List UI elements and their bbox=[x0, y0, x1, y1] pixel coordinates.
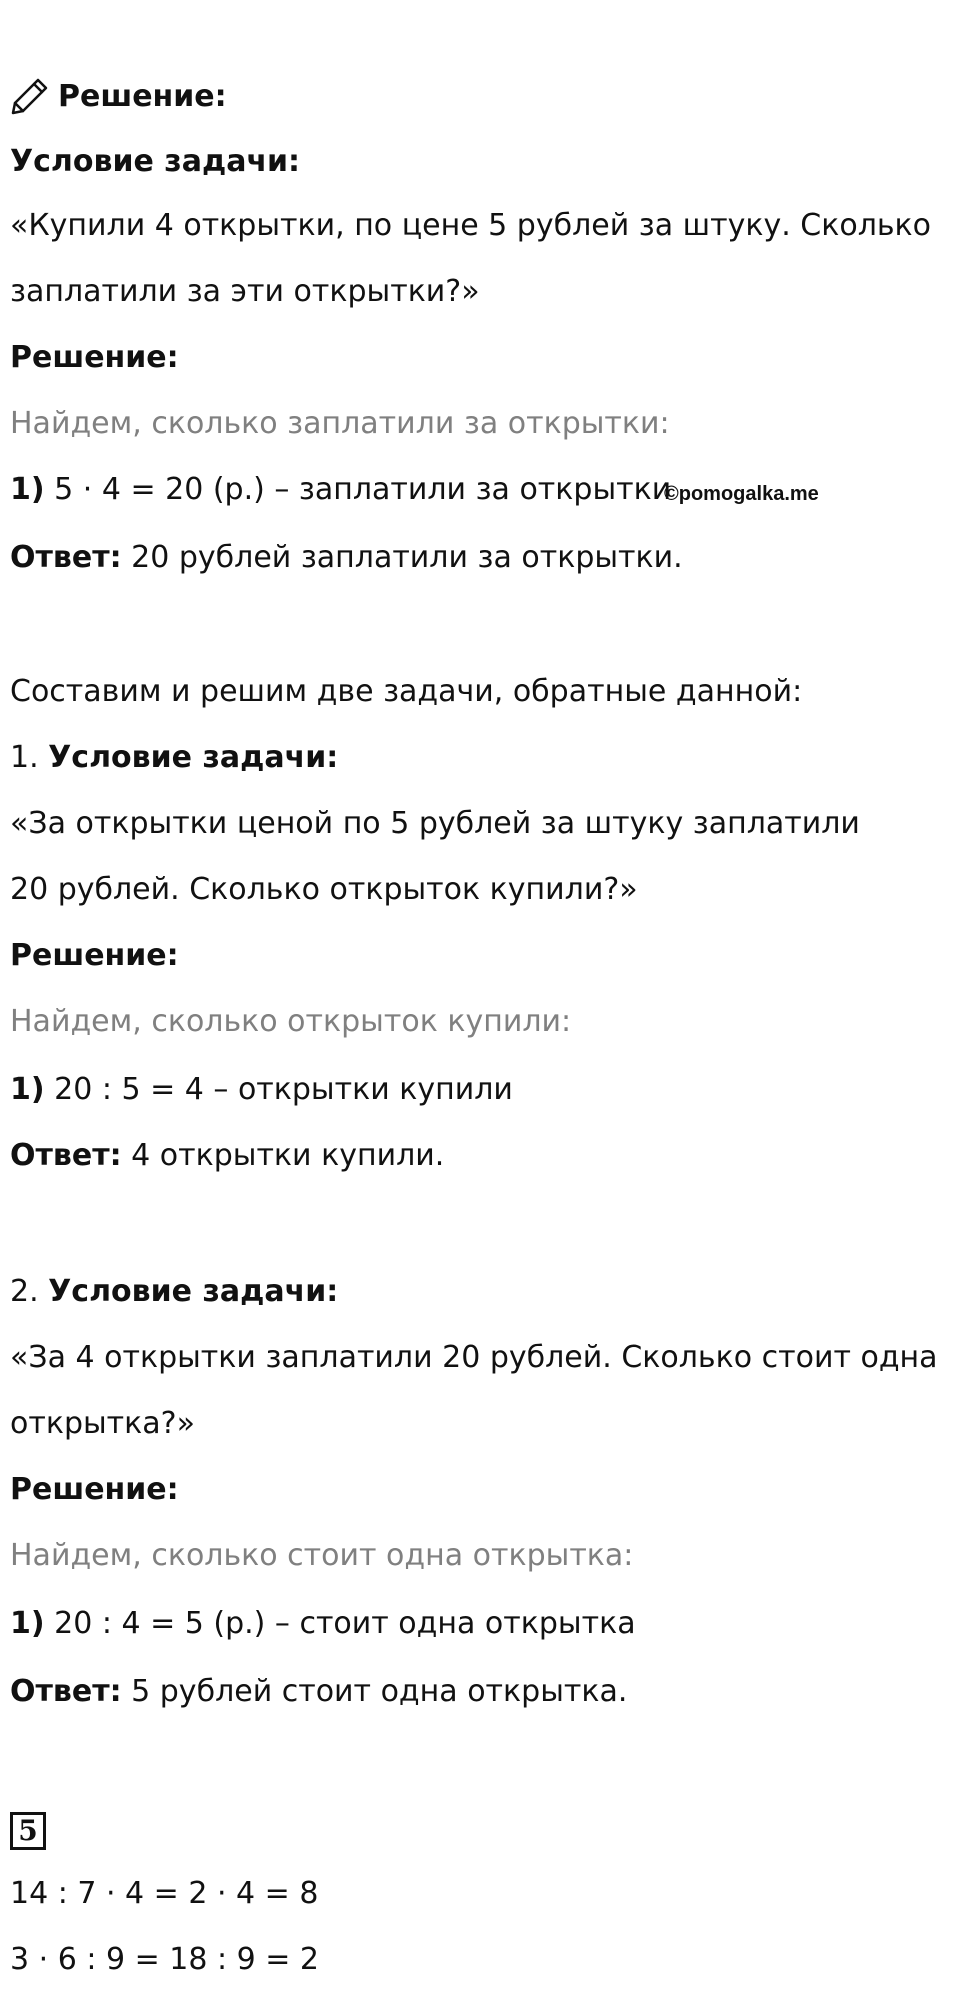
inverse-1-step bbox=[10, 1070, 513, 1110]
exercise-5-line-2: 3 · 6 : 9 = 18 : 9 = 2 bbox=[10, 1942, 319, 1977]
inverse-1-answer bbox=[10, 1136, 444, 1176]
pencil-icon bbox=[10, 76, 50, 116]
exercise-number-box: 5 bbox=[10, 1812, 46, 1850]
main-step bbox=[10, 470, 671, 510]
inverse-2-condition-text-2: открытка?» bbox=[10, 1406, 195, 1441]
inverse-2-number: 2. bbox=[10, 1274, 49, 1309]
inverse-2-answer bbox=[10, 1672, 627, 1712]
inverse-2-step-number: 1) bbox=[10, 1606, 45, 1641]
inverse-2-condition-label: Условие задачи: bbox=[48, 1274, 339, 1309]
inverse-1-condition-text-2: 20 рублей. Сколько открыток купили?» bbox=[10, 872, 638, 907]
inverse-1-answer-text: 4 открытки купили. bbox=[121, 1138, 445, 1173]
inverse-1-step-text: 20 : 5 = 4 – открытки купили bbox=[44, 1072, 513, 1107]
main-hint: Найдем, сколько заплатили за открытки: bbox=[10, 406, 670, 441]
inverse-1-heading bbox=[10, 738, 338, 778]
main-answer-label: Ответ: bbox=[10, 540, 122, 575]
inverse-2-solution-label: Решение: bbox=[10, 1472, 179, 1507]
inverse-2-heading bbox=[10, 1272, 338, 1312]
solution-heading bbox=[10, 74, 227, 118]
inverse-1-number: 1. bbox=[10, 740, 49, 775]
inverse-1-condition-label: Условие задачи: bbox=[48, 740, 339, 775]
main-solution-label: Решение: bbox=[10, 340, 179, 375]
inverse-2-step-text: 20 : 4 = 5 (р.) – стоит одна открытка bbox=[44, 1606, 636, 1641]
inverse-1-answer-label: Ответ: bbox=[10, 1138, 122, 1173]
inverse-1-hint: Найдем, сколько открыток купили: bbox=[10, 1004, 572, 1039]
inverse-2-hint: Найдем, сколько стоит одна открытка: bbox=[10, 1538, 634, 1573]
inverse-2-condition-text-1: «За 4 открытки заплатили 20 рублей. Сколько стоит одна bbox=[10, 1340, 938, 1375]
main-condition-text-1: «Купили 4 открытки, по цене 5 рублей за штуку. Сколько bbox=[10, 208, 932, 243]
inverse-1-solution-label: Решение: bbox=[10, 938, 179, 973]
inverse-1-condition-text-1: «За открытки ценой по 5 рублей за штуку заплатили bbox=[10, 806, 860, 841]
inverse-2-step bbox=[10, 1604, 636, 1644]
watermark: ©pomogalka.me bbox=[664, 483, 819, 505]
main-answer bbox=[10, 538, 683, 578]
inverse-intro: Составим и решим две задачи, обратные данной: bbox=[10, 674, 803, 709]
main-step-text: 5 · 4 = 20 (р.) – заплатили за открытки bbox=[44, 472, 672, 507]
exercise-5-line-1: 14 : 7 · 4 = 2 · 4 = 8 bbox=[10, 1876, 319, 1911]
inverse-2-answer-label: Ответ: bbox=[10, 1674, 122, 1709]
inverse-2-answer-text: 5 рублей стоит одна открытка. bbox=[121, 1674, 628, 1709]
main-condition-label: Условие задачи: bbox=[10, 144, 301, 179]
main-step-number: 1) bbox=[10, 472, 45, 507]
inverse-1-step-number: 1) bbox=[10, 1072, 45, 1107]
solution-title: Решение: bbox=[58, 78, 227, 114]
main-condition-text-2: заплатили за эти открытки?» bbox=[10, 274, 480, 309]
main-answer-text: 20 рублей заплатили за открытки. bbox=[121, 540, 683, 575]
